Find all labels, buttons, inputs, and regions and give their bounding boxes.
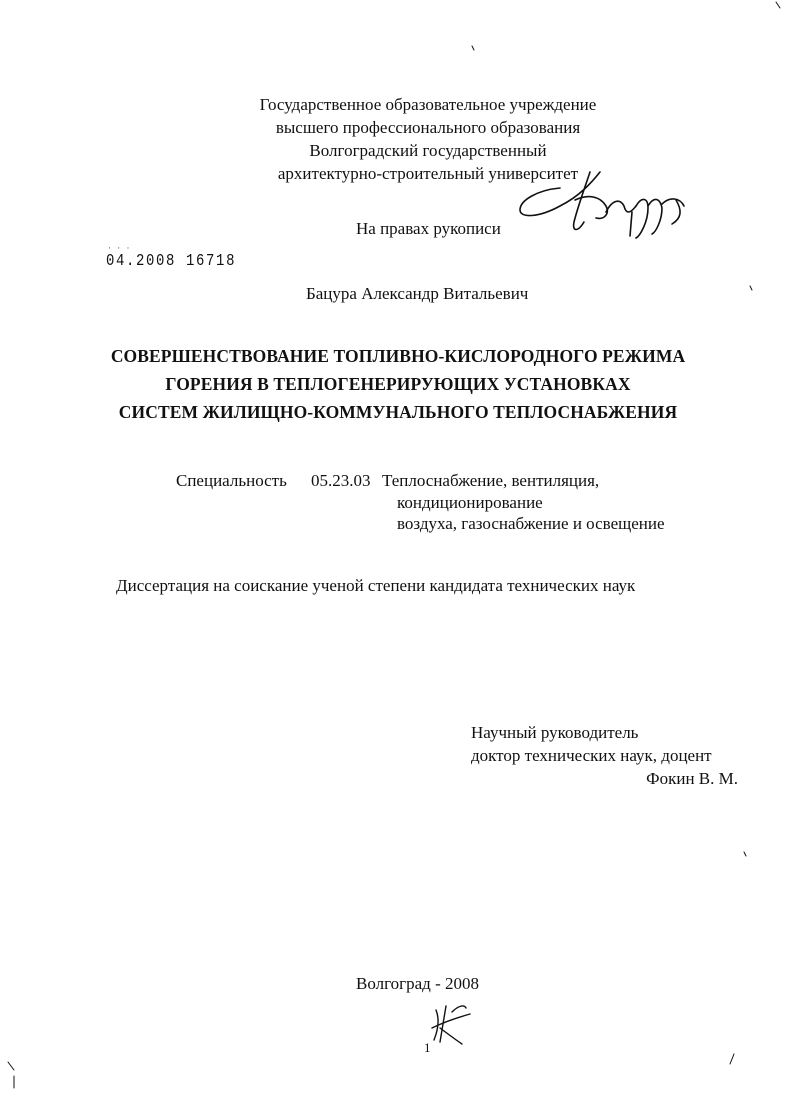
author-name: Бацура Александр Витальевич	[306, 284, 529, 303]
institution-line-2: высшего профессионального образования	[275, 118, 581, 137]
specialty-line-3: воздуха, газоснабжение и освещение	[397, 514, 665, 533]
specialty-line-1: Теплоснабжение, вентиляция,	[382, 471, 600, 490]
supervisor-name: Фокин В. М.	[646, 769, 738, 788]
institution-line-4: архитектурно-строительный университет	[277, 164, 579, 183]
city-year: Волгоград - 2008	[356, 974, 479, 993]
page-number: 1	[424, 1040, 431, 1055]
manuscript-note: На правах рукописи	[356, 219, 501, 238]
title-line-2: ГОРЕНИЯ В ТЕПЛОГЕНЕРИРУЮЩИХ УСТАНОВКАХ	[165, 374, 631, 394]
supervisor-degree: доктор технических наук, доцент	[471, 746, 712, 765]
specialty-label: Специальность	[176, 471, 287, 490]
handwritten-initials	[432, 1006, 470, 1044]
archive-dots: · · ·	[108, 243, 132, 253]
institution-line-1: Государственное образовательное учреждение	[259, 95, 597, 114]
specialty-line-2: кондиционирование	[397, 493, 543, 512]
supervisor-heading: Научный руководитель	[471, 723, 639, 742]
specialty-code: 05.23.03	[311, 471, 371, 490]
archive-number: 04.2008 16718	[106, 252, 237, 271]
dissertation-note: Диссертация на соискание ученой степени кандидата технических наук	[116, 576, 636, 595]
title-line-1: СОВЕРШЕНСТВОВАНИЕ ТОПЛИВНО-КИСЛОРОДНОГО РЕЖИМА	[110, 346, 686, 366]
institution-line-3: Волгоградский государственный	[309, 141, 547, 160]
author-signature	[520, 172, 684, 238]
title-line-3: СИСТЕМ ЖИЛИЩНО-КОММУНАЛЬНОГО ТЕПЛОСНАБЖЕНИЯ	[118, 402, 678, 422]
scan-marks	[8, 2, 780, 1088]
